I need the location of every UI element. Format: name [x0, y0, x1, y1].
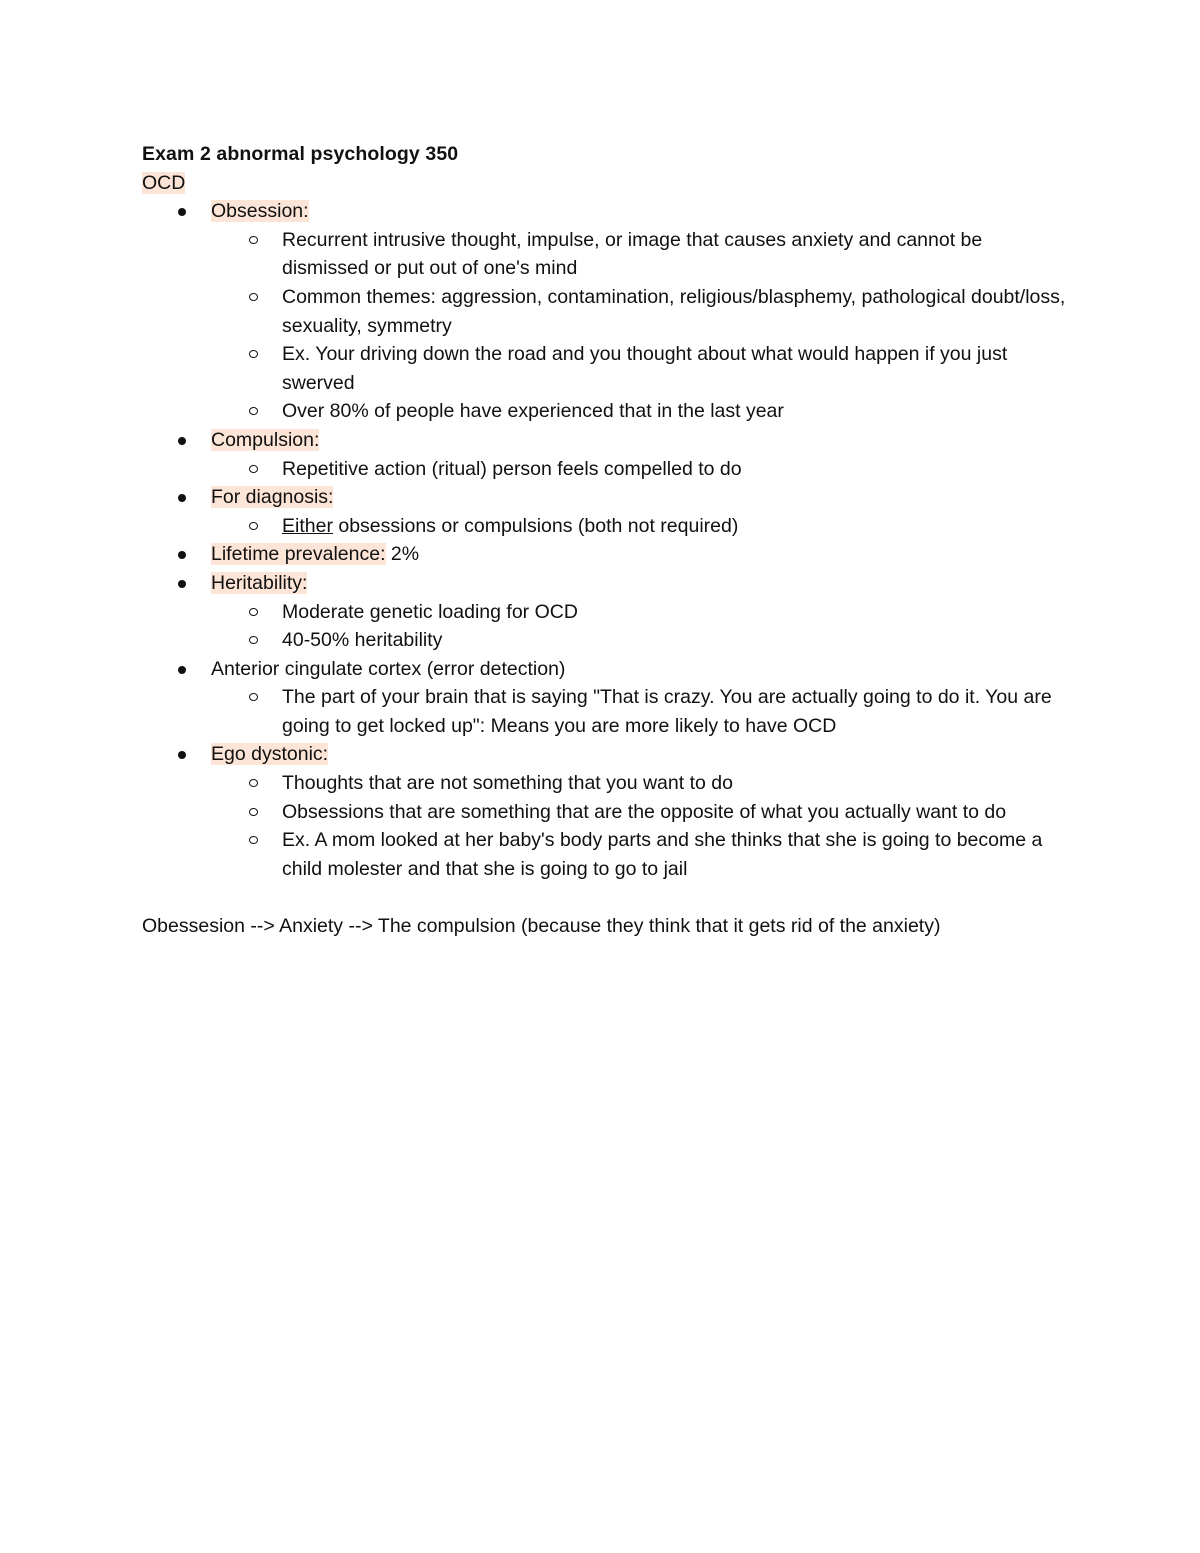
bullet-dot-icon — [178, 580, 186, 588]
sub-list-item — [282, 283, 1072, 340]
underlined-word: Either — [282, 514, 333, 537]
bullet-dot-icon — [178, 666, 186, 674]
section-heading-text: OCD — [142, 171, 186, 194]
hollow-bullet-icon — [249, 465, 258, 473]
list-item-label: Heritability: — [211, 571, 308, 594]
bullet-dot-icon — [178, 751, 186, 759]
document-page — [142, 140, 1072, 941]
sub-list-item — [282, 598, 1072, 627]
list-item-label: For diagnosis: — [211, 486, 334, 509]
sub-bullet-list — [211, 455, 1072, 484]
hollow-bullet-icon — [249, 407, 258, 415]
sub-list-item — [282, 397, 1072, 426]
sub-list-item-text: obsessions or compulsions (both not required) — [332, 514, 739, 537]
hollow-bullet-icon — [249, 693, 258, 701]
list-item — [211, 569, 1072, 655]
sub-list-item-text: Thoughts that are not something that you want to do — [282, 772, 733, 795]
sub-list-item — [282, 626, 1072, 655]
hollow-bullet-icon — [249, 522, 258, 530]
blank-line — [142, 883, 1072, 912]
hollow-bullet-icon — [249, 636, 258, 644]
bullet-dot-icon — [178, 494, 186, 502]
list-item-label: Anterior cingulate cortex (error detection) — [211, 657, 566, 680]
hollow-bullet-icon — [249, 779, 258, 787]
list-item-label: Lifetime prevalence: — [211, 543, 386, 566]
sub-list-item — [282, 226, 1072, 283]
sub-bullet-list — [211, 769, 1072, 883]
sub-list-item-text: Common themes: aggression, contamination, religious/blasphemy, pathological doubt/loss, sexuality, symmetry — [282, 285, 1066, 337]
hollow-bullet-icon — [249, 808, 258, 816]
sub-list-item-text: Ex. A mom looked at her baby's body parts and she thinks that she is going to become a child molester and that she is going to go to jail — [282, 829, 1043, 880]
hollow-bullet-icon — [249, 608, 258, 616]
sub-list-item-text: Repetitive action (ritual) person feels compelled to do — [282, 457, 742, 480]
list-item — [211, 540, 1072, 569]
bullet-dot-icon — [178, 208, 186, 216]
sub-list-item — [282, 340, 1072, 397]
list-item-label: Ego dystonic: — [211, 743, 329, 766]
bullet-dot-icon — [178, 437, 186, 445]
bullet-dot-icon — [178, 551, 186, 559]
sub-list-item-text: The part of your brain that is saying "That is crazy. You are actually going to do it. You are going to get locked up": Means you are more likely to have OCD — [282, 686, 1052, 737]
sub-bullet-list — [211, 226, 1072, 426]
hollow-bullet-icon — [249, 350, 258, 358]
main-bullet-list — [142, 197, 1072, 883]
section-heading — [142, 169, 1072, 198]
summary-line: Obessesion --> Anxiety --> The compulsion (because they think that it gets rid of the anxiety) — [142, 915, 941, 938]
sub-list-item — [282, 683, 1072, 740]
list-item-label: Obsession: — [211, 200, 309, 223]
sub-list-item-text: Obsessions that are something that are the opposite of what you actually want to do — [282, 800, 1007, 823]
list-item-label: Compulsion: — [211, 428, 320, 451]
sub-list-item-text: Moderate genetic loading for OCD — [282, 600, 578, 623]
hollow-bullet-icon — [249, 293, 258, 301]
sub-list-item-text: Recurrent intrusive thought, impulse, or image that causes anxiety and cannot be dismissed or put out of one's mind — [282, 228, 983, 280]
sub-list-item-text: Ex. Your driving down the road and you thought about what would happen if you just swerved — [282, 343, 1008, 394]
sub-bullet-list — [211, 598, 1072, 655]
list-item — [211, 740, 1072, 883]
list-item — [211, 197, 1072, 426]
sub-list-item — [282, 826, 1072, 883]
sub-list-item-text: Over 80% of people have experienced that in the last year — [282, 400, 784, 423]
hollow-bullet-icon — [249, 236, 258, 244]
sub-list-item — [282, 798, 1072, 827]
sub-list-item — [282, 512, 1072, 541]
sub-bullet-list — [211, 683, 1072, 740]
hollow-bullet-icon — [249, 836, 258, 844]
list-item-value: 2% — [385, 543, 420, 566]
list-item — [211, 655, 1072, 741]
list-item — [211, 426, 1072, 483]
sub-bullet-list — [211, 512, 1072, 541]
sub-list-item — [282, 455, 1072, 484]
sub-list-item — [282, 769, 1072, 798]
document-title: Exam 2 abnormal psychology 350 — [142, 143, 459, 165]
sub-list-item-text: 40-50% heritability — [282, 629, 443, 652]
list-item — [211, 483, 1072, 540]
